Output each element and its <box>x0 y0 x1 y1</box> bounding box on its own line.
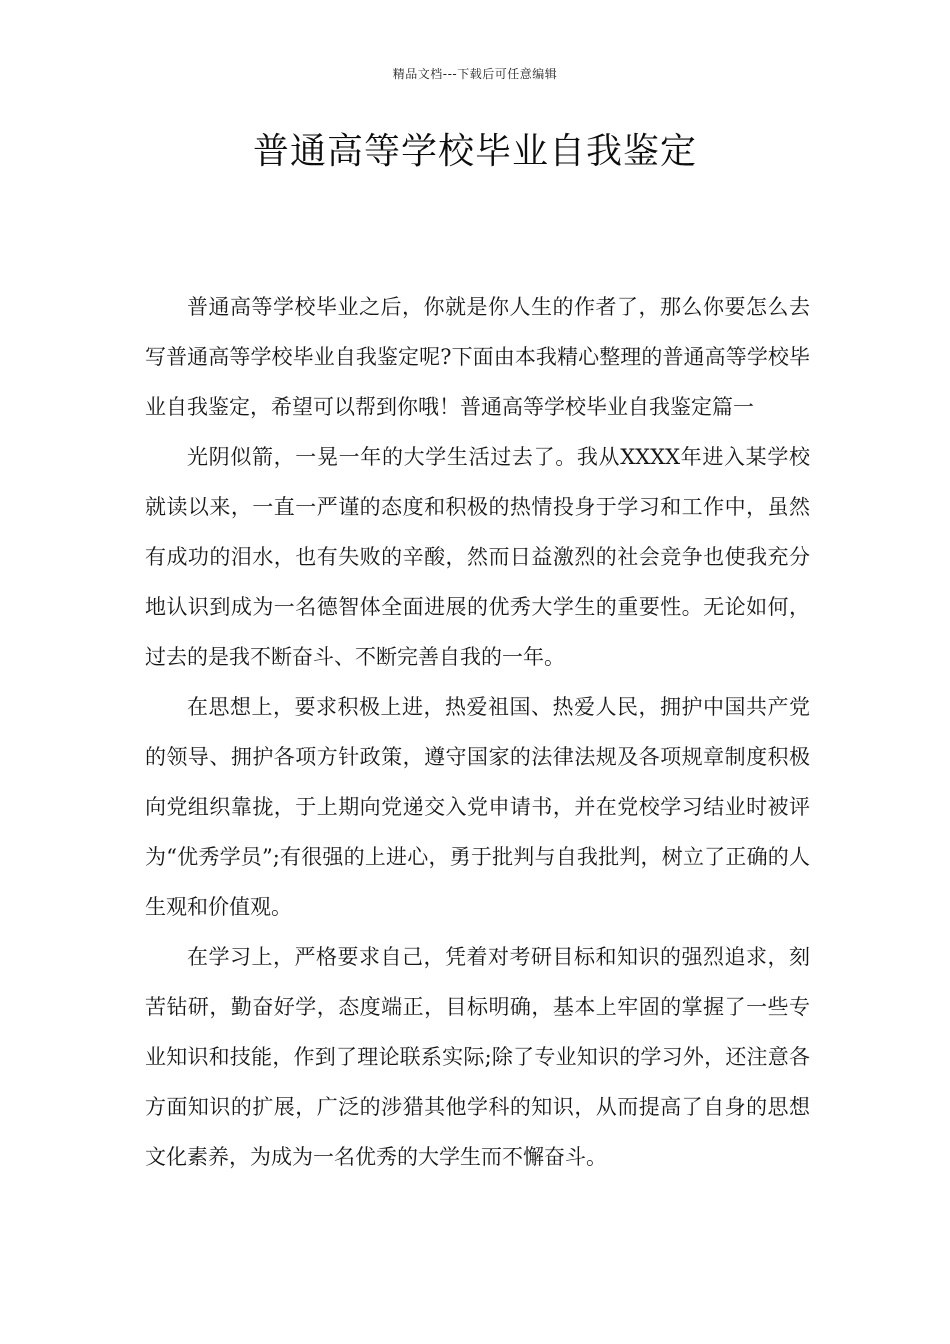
paragraph-2: 在思想上，要求积极上进，热爱祖国、热爱人民，拥护中国共产党的领导、拥护各项方针政策，遵守国家的法律法规及各项规章制度积极向党组织靠拢，于上期向党递交入党申请书，并在党校学习结业时被评为“优秀学员”;有很强的上进心，勇于批判与自我批判，树立了正确的人生观和价值观。 <box>145 695 810 919</box>
header-note: 精品文档---下载后可任意编辑 <box>392 67 558 81</box>
paragraph-1: 光阴似箭，一晃一年的大学生活过去了。我从XXXX年进入某学校就读以来，一直一严谨的态度和积极的热情投身于学习和工作中，虽然有成功的泪水，也有失败的辛酸，然而日益激烈的社会竞争也使我充分地认识到成为一名德智体全面进展的优秀大学生的重要性。无论如何，过去的是我不断奋斗、不断完善自我的一年。 <box>145 445 810 669</box>
page-title: 普通高等学校毕业自我鉴定 <box>252 131 697 172</box>
paragraph-3: 在学习上，严格要求自己，凭着对考研目标和知识的强烈追求，刻苦钻研，勤奋好学，态度端正，目标明确，基本上牢固的掌握了一些专业知识和技能，作到了理论联系实际;除了专业知识的学习外，还注意各方面知识的扩展，广泛的涉猎其他学科的知识，从而提高了自身的思想文化素养，为成为一名优秀的大学生而不懈奋斗。 <box>145 945 810 1169</box>
document-body <box>145 282 810 1182</box>
paragraph-intro: 普通高等学校毕业之后，你就是你人生的作者了，那么你要怎么去写普通高等学校毕业自我鉴定呢?下面由本我精心整理的普通高等学校毕业自我鉴定，希望可以帮到你哦！普通高等学校毕业自我鉴定篇一 <box>145 295 810 419</box>
